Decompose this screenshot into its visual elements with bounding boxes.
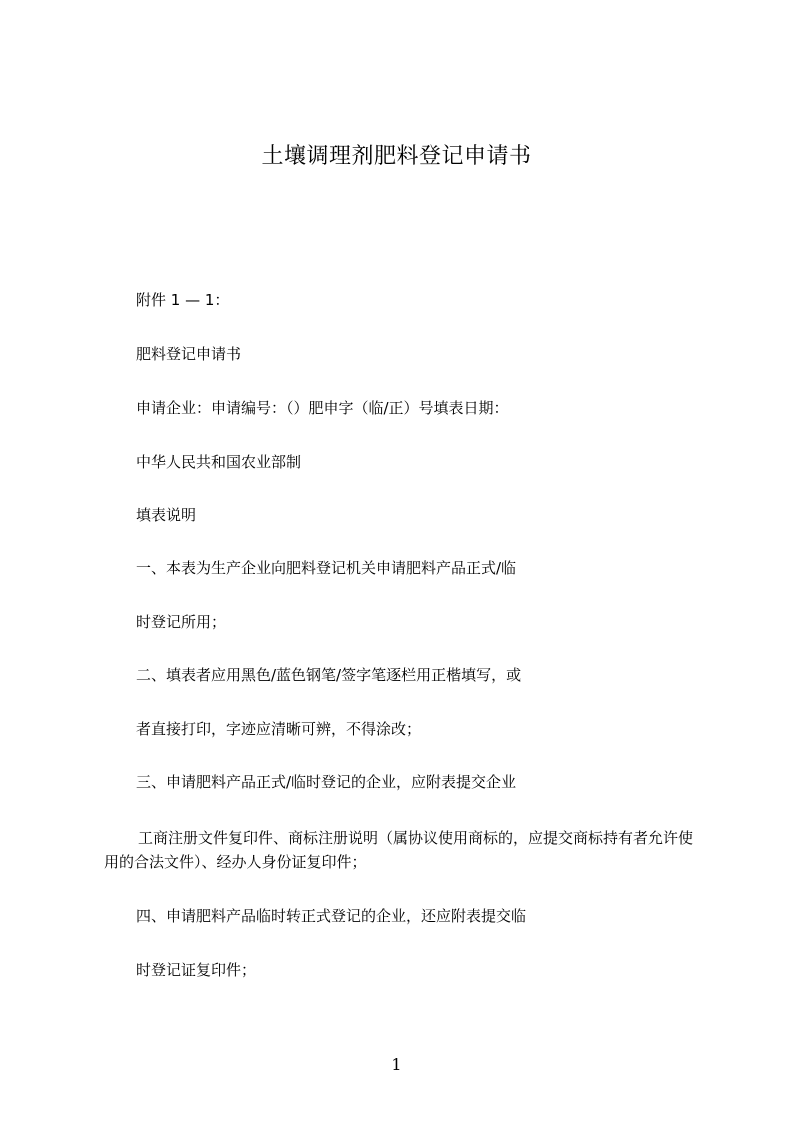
instruction-2-line-1: 二、填表者应用黑色/蓝色钢笔/签字笔逐栏用正楷填写，或 — [136, 666, 522, 684]
instruction-1-line-2: 时登记所用； — [136, 613, 227, 631]
form-name: 肥料登记申请书 — [136, 345, 242, 363]
attachment-label: 附件 1 — 1： — [136, 291, 230, 309]
instruction-1-line-1: 一、本表为生产企业向肥料登记机关申请肥料产品正式/临 — [136, 559, 517, 577]
instruction-3-line-1: 三、申请肥料产品正式/临时登记的企业，应附表提交企业 — [136, 773, 517, 791]
instruction-4-line-2: 时登记证复印件； — [136, 961, 257, 979]
instruction-4-line-1: 四、申请肥料产品临时转正式登记的企业，还应附表提交临 — [136, 907, 527, 925]
instructions-heading: 填表说明 — [136, 506, 197, 524]
instruction-2-line-2: 者直接打印，字迹应清晰可辨，不得涂改； — [136, 720, 422, 738]
issuer-line: 中华人民共和国农业部制 — [136, 453, 302, 471]
document-title: 土壤调理剂肥料登记申请书 — [261, 144, 532, 169]
page-number: 1 — [391, 1055, 402, 1074]
instruction-3-continuation: 工商注册文件复印件、商标注册说明（属协议使用商标的，应提交商标持有者允许使用的合法文件）、经办人身份证复印件； — [104, 829, 694, 871]
applicant-info-line: 申请企业：申请编号：（）肥申字（临/正）号填表日期： — [136, 399, 509, 417]
